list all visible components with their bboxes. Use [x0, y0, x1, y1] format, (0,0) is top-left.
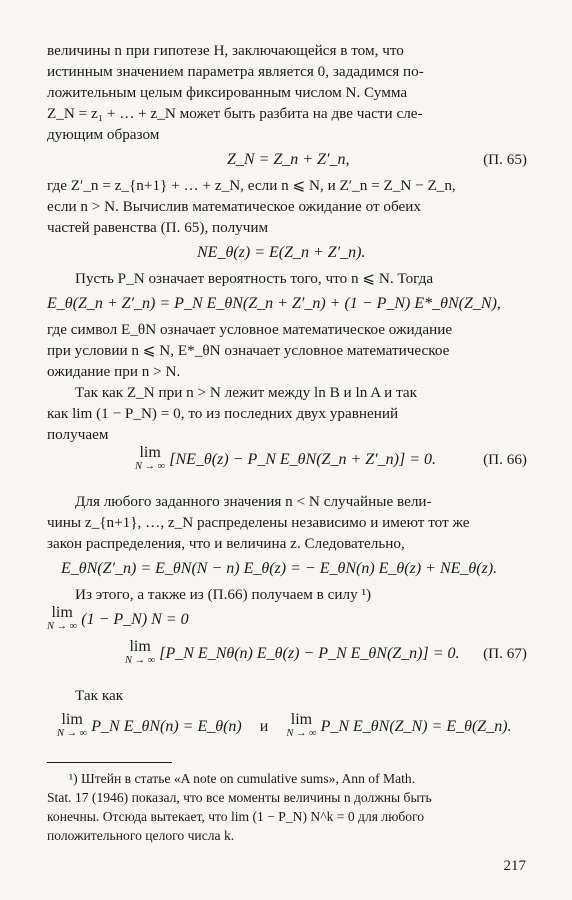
text-line: при условии n ⩽ N, E*_θN означает условное математическое	[47, 342, 450, 359]
equation-p65	[47, 145, 527, 175]
paragraph-symbols	[47, 319, 527, 382]
equation-tag: (П. 67)	[483, 645, 527, 662]
text-line: Z_N = z₁ + … + z_N может быть разбита на две части сле-	[47, 105, 423, 122]
footnote-line: конечны. Отсюда вытекает, что lim (1 − P_N) N^k = 0 для любого	[47, 809, 425, 824]
footnote-line: положительного целого числа k.	[47, 828, 235, 843]
limit-subscript: N → ∞	[57, 728, 88, 739]
text-line: если n > N. Вычислив математическое ожидание от обеих	[47, 198, 421, 215]
equation-formula: E_θN(Z′_n) = E_θN(N − n) E_θ(z) = − E_θN(n) E_θ(z) + NE_θ(z).	[61, 560, 498, 577]
equation-formula: Z_N = Z_n + Z′_n,	[227, 151, 350, 168]
footnote-divider	[47, 762, 172, 763]
equation-connector: и	[259, 718, 269, 735]
paragraph-pn	[47, 268, 527, 289]
limit-label: lim	[51, 604, 73, 621]
equation-formula: [NE_θ(z) − P_N E_θN(Z_n + Z′_n)] = 0.	[169, 451, 436, 468]
text-line: как lim (1 − P_N) = 0, то из последних двух уравнений	[47, 405, 399, 422]
text-line: Пусть P_N означает вероятность того, что n ⩽ N. Тогда	[75, 270, 434, 287]
page-number: 217	[503, 858, 526, 874]
footnote-line: ¹) Штейн в статье «A note on cumulative sums», Ann of Math.	[69, 771, 416, 786]
limit-subscript: N → ∞	[125, 655, 156, 666]
equation-tag: (П. 65)	[483, 151, 527, 168]
text-line: Для любого заданного значения n < N случайные вели-	[75, 493, 432, 510]
text-line: частей равенства (П. 65), получим	[47, 219, 269, 236]
equation-p66	[47, 445, 527, 483]
equation-formula: E_θ(Z_n + Z′_n) = P_N E_θN(Z_n + Z′_n) + (1 − P_N) E*_θN(Z_N),	[47, 295, 501, 312]
equation-right: P_N E_θN(Z_N) = E_θ(Z_n).	[320, 718, 512, 735]
limit-operator	[135, 445, 165, 472]
intro-paragraph	[47, 40, 527, 145]
text-line: где Z′_n = z_{n+1} + … + z_N, если n ⩽ N, и Z′_n = Z_N − Z_n,	[47, 177, 456, 194]
paragraph-since	[47, 382, 527, 445]
equation-ne	[47, 238, 527, 268]
equation-formula-wrap	[47, 605, 189, 635]
limit-operator	[286, 712, 316, 739]
footnote-line: Stat. 17 (1946) показал, что все моменты величины n должны быть	[47, 790, 432, 805]
text-line: Из этого, а также из (П.66) получаем в силу ¹)	[75, 586, 372, 603]
book-page	[47, 40, 527, 845]
equation-final	[47, 712, 527, 752]
text-line: величины n при гипотезе H, заключающейся в том, что	[47, 42, 404, 59]
equation-conditional	[47, 554, 527, 584]
limit-label: lim	[290, 711, 313, 728]
limit-subscript: N → ∞	[135, 461, 166, 472]
text-line: дующим образом	[47, 126, 160, 143]
text-line: ложительным целым фиксированным числом N. Сумма	[47, 84, 408, 101]
equation-formula-wrap	[57, 712, 512, 742]
text-line: ожидание при n > N.	[47, 363, 181, 380]
limit-label: lim	[139, 444, 161, 461]
equation-expectation	[47, 289, 527, 319]
equation-left: P_N E_θN(n) = E_θ(n)	[91, 718, 242, 735]
text-line: Так как	[75, 687, 124, 704]
equation-formula-wrap	[125, 639, 460, 669]
limit-operator	[125, 639, 155, 666]
limit-subscript: N → ∞	[47, 621, 78, 632]
text-line: Так как Z_N при n > N лежит между ln B и ln A и так	[75, 384, 418, 401]
equation-formula: NE_θ(z) = E(Z_n + Z′_n).	[197, 244, 366, 261]
text-line: чины z_{n+1}, …, z_N распределены независимо и имеют тот же	[47, 514, 470, 531]
text-line: где символ E_θN означает условное математическое ожидание	[47, 321, 453, 338]
paragraph-from-this	[47, 584, 527, 605]
equation-formula: [P_N E_Nθ(n) E_θ(z) − P_N E_θN(Z_n)] = 0.	[159, 645, 460, 662]
limit-subscript: N → ∞	[286, 728, 317, 739]
text-line: получаем	[47, 426, 109, 443]
paragraph-after-p65	[47, 175, 527, 238]
text-line: закон распределения, что и величина z. Следовательно,	[47, 535, 405, 552]
equation-lim-pn	[47, 605, 527, 639]
limit-label: lim	[129, 638, 151, 655]
paragraph-since2	[47, 685, 527, 706]
equation-formula-wrap	[135, 445, 436, 475]
equation-tag: (П. 66)	[483, 451, 527, 468]
limit-operator	[47, 605, 77, 632]
text-line: истинным значением параметра является 0, зададимся по-	[47, 63, 424, 80]
paragraph-any	[47, 491, 527, 554]
limit-label: lim	[61, 711, 83, 728]
footnote	[47, 769, 527, 845]
equation-p67	[47, 639, 527, 679]
limit-operator	[57, 712, 87, 739]
equation-formula: (1 − P_N) N = 0	[81, 611, 189, 628]
